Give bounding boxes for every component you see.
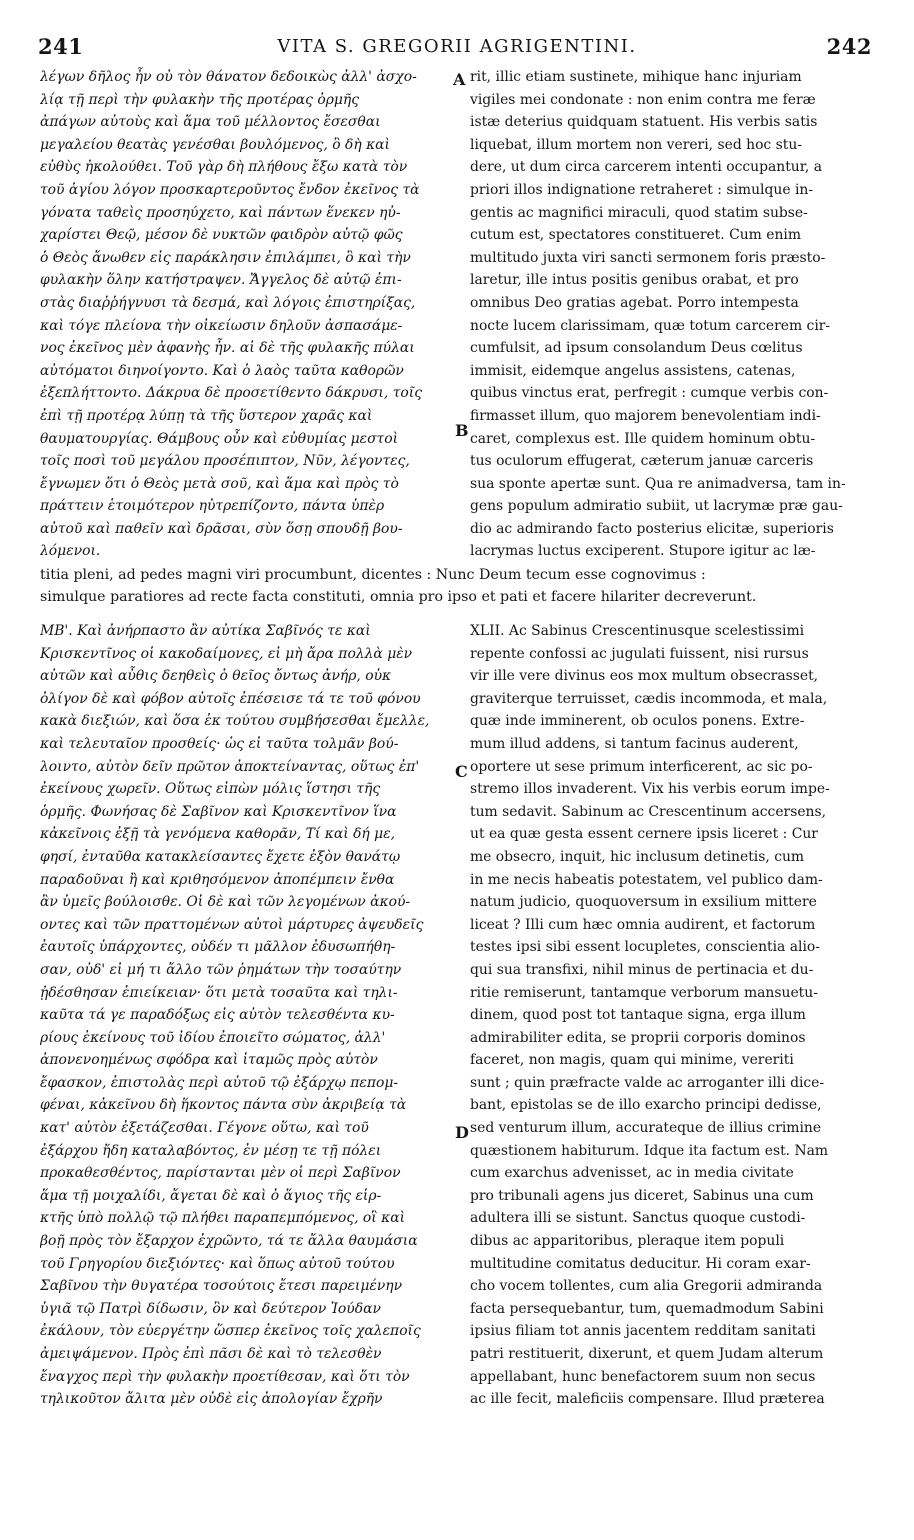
text-line: priori illos indignatione retraheret : simulque in- [470,181,814,198]
text-line: προκαθεσθέντος, παρίστανται μὲν οἱ περὶ Σαβῖνον [40,1165,401,1182]
text-line: natum judicio, quoquoversum in exsilium mittere [470,894,817,911]
text-line: dere, ut dum circa carcerem intenti occupantur, a [470,159,822,176]
text-line: testes ipsi sibi essent locupletes, conscientia alio- [470,939,820,956]
text-line: Κρισκεντῖνος οἱ κακοδαίμονες, εἰ μὴ ἄρα πολλὰ μὲν [40,645,413,662]
text-line: ἐκείνους χωρεῖν. Οὕτως εἰπὼν μόλις ἵστησι τῆς [40,781,381,798]
text-line: mum illud addens, si tantum facinus auderent, [470,735,799,752]
text-line: appellabant, hunc benefactorem suum non secus [470,1368,816,1385]
text-line: dibus ac apparitoribus, pleraque item populi [470,1233,785,1250]
text-line: me obsecro, inquit, hic inclusum detinetis, cum [470,848,805,865]
text-line: φυλακὴν ὅλην κατήστραψεν. Ἄγγελος δὲ αὐτῷ ἐπι- [40,272,402,289]
text-line: lacrymas luctus exciperent. Stupore igitur ac læ- [470,543,816,560]
text-line: ut ea quæ gesta essent cernere ipsis liceret : Cur [470,826,818,843]
full-width-line-1: titia pleni, ad pedes magni viri procumbunt, dicentes : Nunc Deum tecum esse cognovimus : [40,567,706,583]
greek-column-bottom [40,620,450,1411]
text-line: καὶ τόγε πλείονα τὴν οἰκείωσιν δηλοῦν ἀσπασάμε- [40,317,403,334]
text-line: ἀπονενοημένως σφόδρα καὶ ἰταμῶς πρὸς αὐτὸν [40,1052,378,1069]
text-line: αὐτόματοι διηνοίγοντο. Καὶ ὁ λαὸς ταῦτα καθορῶν [40,362,404,379]
text-line: dinem, quod post tot tantaque signa, erga illum [470,1007,806,1024]
text-line: ᾐδέσθησαν ἐπιείκειαν· ὅτι μετὰ τοσαῦτα καὶ τηλι- [40,984,398,1001]
text-line: ἔγνωμεν ὅτι ὁ Θεὸς μετὰ σοῦ, καὶ ἅμα καὶ πρὸς τὸ [40,475,399,492]
text-line: στὰς διαῤῥήγνυσι τὰ δεσμά, καὶ λόγοις ἐπιστηρίξας, [40,294,416,311]
text-line: τηλικοῦτον ἄλιτα μὲν οὐδὲ εἰς ἀπολογίαν ἔχρῆν [40,1391,383,1408]
text-line: gentis ac magnifici miraculi, quod statim subse- [470,204,808,221]
text-line: ἅμα τῇ μοιχαλίδι, ἄγεται δὲ καὶ ὁ ἅγιος τῆς εἱρ- [40,1187,382,1204]
latin-column-bottom [470,620,880,1411]
text-line: εὐθὺς ἠκολούθει. Τοῦ γὰρ δὴ πλήθους ἔξω κατὰ τὸν [40,159,408,176]
text-line: nocte lucem clarissimam, quæ totum carcerem cir- [470,317,831,334]
text-line: liceat ? Illi cum hæc omnia audirent, et factorum [470,916,816,933]
text-line: ἂν ὑμεῖς βούλοισθε. Οἱ δὲ καὶ τῶν λεγομένων ἀκού- [40,894,411,911]
text-line: κατ' αὐτὸν ἐξετάζεσθαι. Γέγονε οὕτω, καὶ τοῦ [40,1120,369,1137]
text-line: θαυματουργίας. Θάμβους οὖν καὶ εὐθυμίας μεστοὶ [40,430,399,447]
text-line: facta persequebantur, tum, quemadmodum Sabini [470,1300,824,1317]
text-line: quæ inde imminerent, ob oculos ponens. Extre- [470,713,805,730]
text-line: ἐκάλουν, τὸν εὐεργέτην ὥσπερ ἐκεῖνος τοῖς χαλεποῖς [40,1323,421,1340]
text-line: cho vocem tollentes, cum alia Gregorii admiranda [470,1278,823,1295]
text-line: ὁ Θεὸς ἄνωθεν εἰς παράκλησιν ἐπιλάμπει, ὃ καὶ τὴν [40,249,411,266]
text-line: αὐτῶν καὶ αὖθις δεηθεὶς ὁ θεῖος ὄντως ἀνήρ, οὐκ [40,668,392,685]
text-line: κακὰ διεξιών, καὶ ὅσα ἐκ τούτου συμβήσεσθαι ἔμελλε, [40,713,430,730]
text-line: stremo illos invaderent. Vix his verbis eorum impe- [470,781,830,798]
latin-column-top [470,66,880,563]
text-line: faceret, non magis, quam qui minime, vereriti [470,1052,794,1069]
text-line: μεγαλείου θεατὰς γενέσθαι βουλόμενος, ὃ δὴ καὶ [40,136,391,153]
text-line: firmasset illum, quo majorem benevolentiam indi- [470,407,821,424]
text-line: παραδοῦναι ἢ καὶ κριθησόμενον ἀποπέμπειν ἔνθα [40,871,395,888]
text-line: in me necis habeatis potestatem, vel publico dam- [470,871,823,888]
text-line: καῦτα τά γε παραδόξως εἰς αὐτὸν τελεσθέντα κυ- [40,1007,395,1024]
text-line: liquebat, illum mortem non vereri, sed hoc stu- [470,136,802,153]
text-line: adultera illi se sistunt. Sanctus quoque custodi- [470,1210,806,1227]
text-line: καὶ τελευταῖον προσθείς· ὡς εἰ ταῦτα τολμᾶν βού- [40,735,399,752]
full-width-line-2: simulque paratiores ad recte facta constituti, omnia pro ipso et pati et facere hilariter decreverunt. [40,589,757,605]
text-line: φησί, ἐνταῦθα κατακλείσαντες ἔχετε ἐξὸν θανάτῳ [40,848,401,865]
text-line: cutum est, spectatores constitueret. Cum enim [470,227,802,244]
text-line: sunt ; quin præfracte valde ac arroganter illi dice- [470,1074,825,1091]
text-line: quæstionem habiturum. Idque ita factum est. Nam [470,1142,829,1159]
text-line: αὐτοῦ καὶ παθεῖν καὶ δρᾶσαι, σὺν ὅσῃ σπουδῇ βου- [40,520,403,537]
page-header [0,34,914,64]
text-line: ac ille fecit, maleficiis compensare. Illud præterea [470,1391,825,1408]
text-line: laretur, ille intus positis genibus orabat, et pro [470,272,799,289]
text-line: βοῇ πρὸς τὸν ἔξαρχον ἐχρῶντο, τά τε ἄλλα θαυμάσια [40,1233,418,1250]
text-line: ἀμειψάμενον. Πρὸς ἐπὶ πᾶσι δὲ καὶ τὸ τελεσθὲν [40,1346,382,1362]
text-line: ritie remiserunt, tantamque verborum mansuetu- [470,984,818,1001]
text-line: ἐπὶ τῇ προτέρᾳ λύπῃ τὰ τῆς ὕστερον χαρᾶς καὶ [40,407,373,424]
text-line: vigiles mei condonate : non enim contra me feræ [470,91,816,108]
text-line: pro tribunali agens jus diceret, Sabinus una cum [470,1187,814,1204]
text-line: gens populum admiratio subiit, ut lacrymæ præ gau- [470,498,843,515]
text-line: sua sponte apertæ sunt. Qua re animadversa, tam in- [470,475,846,492]
text-line: multitudine comitatus deducitur. Hi coram exar- [470,1255,811,1272]
text-line: qui sua transfixi, nihil minus de pertinacia et du- [470,961,814,978]
greek-column-top [40,66,450,563]
text-line: λέγων δῆλος ἦν οὐ τὸν θάνατον δεδοικὼς ἀλλ' ἀσχο- [40,69,417,85]
text-line: ipsius filiam tot annis jacentem redditam sanitati [470,1323,816,1340]
text-line: repente confossi ac jugulati fuissent, nisi rursus [470,645,809,662]
text-line: dio ac admirando facto posterius elicitæ, superioris [470,520,834,537]
text-line: XLII. Ac Sabinus Crescentinusque scelestissimi [470,623,805,639]
margin-marker-d: D [455,1123,469,1142]
text-line: Σαβῖνου τὴν θυγατέρα τοσούτοις ἔτεσι παρειμένην [40,1278,403,1295]
text-line: caret, complexus est. Ille quidem hominum obtu- [470,430,816,447]
text-line: bant, epistolas se de illo exarcho principi dedisse, [470,1097,822,1114]
margin-marker-b: B [455,421,469,440]
text-line: πράττειν ἑτοιμότερον ηὐτρεπίζοντο, πάντα ὑπὲρ [40,498,385,515]
margin-marker-c: C [455,762,468,781]
text-line: omnibus Deo gratias agebat. Porro intempesta [470,294,799,311]
text-line: cumfulsit, ad ipsum consolandum Deus cœlitus [470,340,803,357]
text-line: istæ deterius quidquam statuent. His verbis satis [470,114,818,131]
text-line: τοῖς ποσὶ τοῦ μεγάλου προσέπιπτον, Νῦν, λέγοντες, [40,453,410,470]
text-line: λίᾳ τῇ περὶ τὴν φυλακὴν τῆς προτέρας ὁρμῆς [40,91,359,108]
text-line: τοῦ ἁγίου λόγον προσκαρτεροῦντος ἔνδον ἐκεῖνος τὰ [40,181,420,198]
text-line: ὁρμῆς. Φωνήσας δὲ Σαβῖνον καὶ Κρισκεντῖνον ἵνα [40,803,397,820]
page-number-right: 242 [826,34,872,59]
text-line: tum sedavit. Sabinum ac Crescentinum accersens, [470,803,827,820]
text-line: vir ille vere divinus eos mox multum obsecrasset, [470,668,819,685]
text-line: cum exarchus advenisset, ac in media civitate [470,1165,794,1182]
text-line: ἑαυτοῖς ὑπάρχοντες, οὐδέν τι μᾶλλον ἐδυσωπήθη- [40,939,396,956]
text-line: graviterque terruisset, cædis incommoda, et mala, [470,690,828,707]
text-line: λόμενοι. [40,543,101,560]
text-line: oportere ut sese primum interficerent, ac sic po- [470,758,813,775]
text-line: γόνατα ταθεὶς προσηύχετο, καὶ πάντων ἕνεκεν ηὐ- [40,204,401,221]
text-line: τοῦ Γρηγορίου διεξιόντες· καὶ ὅπως αὐτοῦ τούτου [40,1255,395,1272]
text-line: quibus vinctus erat, perfregit : cumque verbis con- [470,385,829,402]
text-line: σαν, οὐδ' εἰ μή τι ἄλλο τῶν ῥημάτων τὴν τοσαύτην [40,961,402,978]
text-line: νος ἐκεῖνος μὲν ἀφανὴς ἦν. αἱ δὲ τῆς φυλακῆς πύλαι [40,340,415,357]
text-line: ἀπάγων αὐτοὺς καὶ ἅμα τοῦ μέλλοντος ἔσεσθαι [40,114,381,131]
text-line: sed venturum illum, accurateque de illius crimine [470,1120,822,1137]
text-line: tus oculorum effugerat, cæterum januæ carceris [470,453,814,470]
text-line: ἐξεπλήττοντο. Δάκρυα δὲ προσετίθεντο δάκρυσι, τοῖς [40,385,422,402]
text-line: rit, illic etiam sustinete, mihique hanc injuriam [470,69,802,85]
text-line: ἔφασκον, ἐπιστολὰς περὶ αὐτοῦ τῷ ἐξάρχῳ πεπομ- [40,1074,399,1091]
text-line: ἐξάρχου ἤδη καταλαβόντος, ἐν μέσῃ τε τῇ πόλει [40,1142,382,1159]
text-line: φέναι, κἀκεῖνου δὴ ἥκοντος πάντα σὺν ἀκριβείᾳ τὰ [40,1097,407,1114]
text-line: ἔναγχος περὶ τὴν φυλακὴν προετίθεσαν, καὶ ὅτι τὸν [40,1368,410,1385]
text-line: οντες καὶ τῶν πραττομένων αὐτοὶ μάρτυρες ἀψευδεῖς [40,916,424,933]
text-line: ὑγιᾶ τῷ Πατρὶ δίδωσιν, ὃν καὶ δεύτερον Ἰούδαν [40,1300,381,1317]
text-line: χαρίστει Θεῷ, μέσον δὲ νυκτῶν φαιδρὸν αὐτῷ φῶς [40,227,403,244]
text-line: patri restituerit, dixerunt, et quem Judam alterum [470,1346,824,1362]
text-line: κἀκεῖνοις ἐξῇ τὰ γενόμενα καθορᾶν, Τί καὶ δή με, [40,826,396,843]
margin-marker-a: A [453,70,466,89]
text-line: ΜΒ'. Καὶ ἀνήρπαστο ἂν αὐτίκα Σαβῖνός τε καὶ [40,623,371,639]
text-line: multitudo juxta viri sancti sermonem foris præsto- [470,249,826,266]
text-line: ὀλίγον δὲ καὶ φόβον αὐτοῖς ἐπέσεισε τά τε τοῦ φόνου [40,690,421,707]
text-line: κτῆς ὑπὸ πολλῷ τῷ πλήθει παραπεμπόμενος, οἳ καὶ [40,1210,406,1227]
text-line: ρίους ἐκείνους τοῦ ἰδίου ἐποιεῖτο σώματος, ἀλλ' [40,1029,386,1046]
page-number-left: 241 [38,34,84,59]
text-line: λοιντο, αὐτὸν δεῖν πρῶτον ἀποκτείναντας, οὕτως ἐπ' [40,758,420,775]
running-title: VITA S. GREGORII AGRIGENTINI. [277,36,637,57]
text-line: immisit, eidemque angelus assistens, catenas, [470,362,796,379]
text-line: admirabiliter edita, se proprii corporis dominos [470,1029,806,1046]
